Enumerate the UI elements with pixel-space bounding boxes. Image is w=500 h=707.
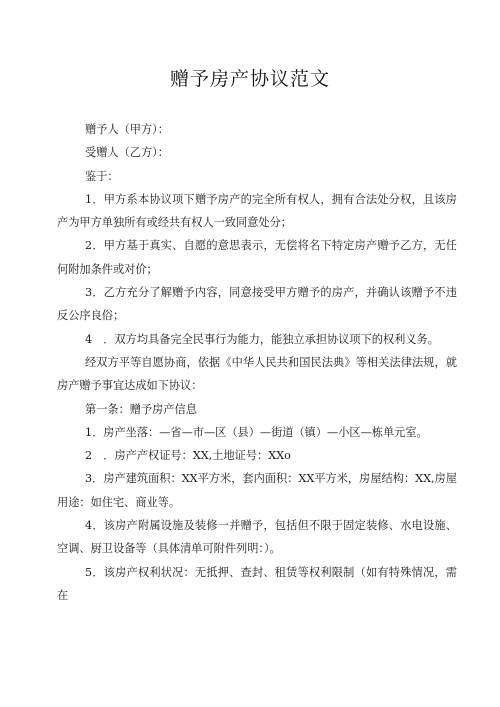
article-1-item-4: 4．该房产附属设施及装修一并赠予，包括但不限于固定装修、水电设施、空调、厨卫设备等（具体清单可附件列明：）。 xyxy=(57,519,457,556)
whereas-clause-2: 2．甲方基于真实、自愿的意思表示，无偿将名下特定房产赠予乙方，无任何附加条件或对价； xyxy=(57,239,457,276)
donee-line: 受赠人（乙方）： xyxy=(85,146,169,160)
article-1-item-3: 3．房产建筑面积：XX平方米，套内面积：XX平方米，房屋结构：XX,房屋用途：如住宅、商业等。 xyxy=(57,472,457,509)
donor-line: 赠予人（甲方）： xyxy=(85,123,169,136)
document-title: 赠予房产协议范文 xyxy=(169,68,330,90)
article-1-item-2: 2 ．房产产权证号：XX,土地证号：XXo xyxy=(85,449,291,463)
agreement-preamble: 经双方平等自愿协商，依据《中华人民共和国民法典》等相关法律法规，就房产赠予事宜达成如下协议： xyxy=(57,355,457,393)
whereas-clause-1: 1．甲方系本协议项下赠予房产的完全所有权人，拥有合法处分权，且该房产为甲方单独所有或经共有权人一致同意处分； xyxy=(57,192,457,230)
whereas-clause-3: 3．乙方充分了解赠予内容，同意接受甲方赠予的房产，并确认该赠予不违反公序良俗； xyxy=(57,286,457,323)
document-body xyxy=(57,118,457,607)
article-1-heading: 第一条：赠予房产信息 xyxy=(85,402,197,416)
article-1-item-1: 1．房产坐落：—省—市—区（县）—街道（镇）—小区—栋单元室。 xyxy=(85,425,428,439)
whereas-clause-4: 4 ．双方均具备完全民事行为能力，能独立承担协议项下的权利义务。 xyxy=(85,332,439,346)
whereas-heading: 鉴于： xyxy=(85,169,119,183)
article-1-item-5: 5．该房产权利状况：无抵押、查封、租赁等权利限制（如有特殊情况，需在 xyxy=(57,565,457,602)
